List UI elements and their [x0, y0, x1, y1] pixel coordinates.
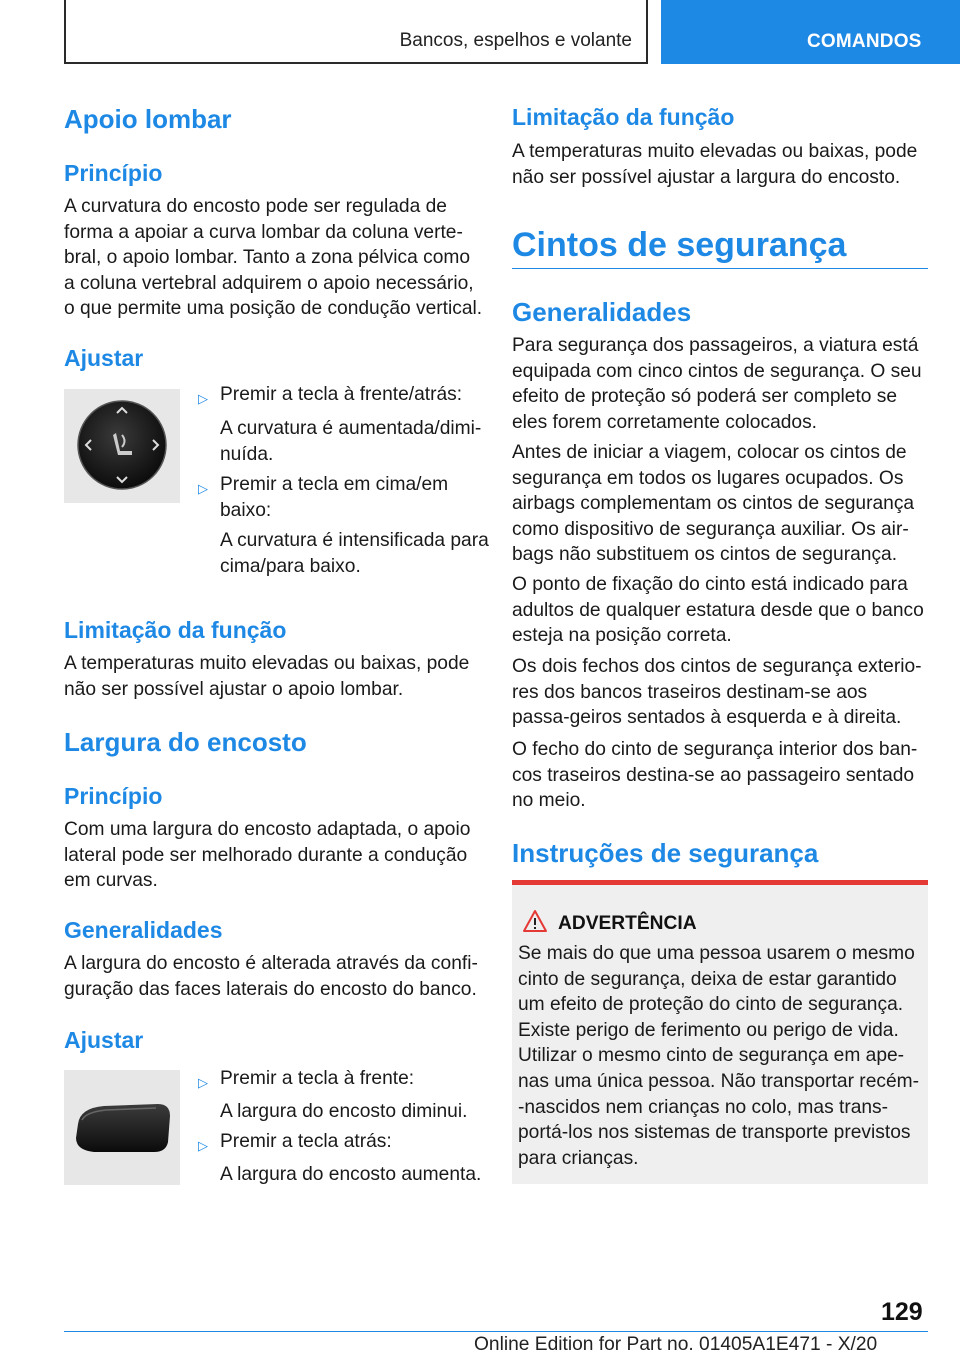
general-heading: Generalidades — [64, 917, 223, 943]
header-chapter-tab[interactable]: COMANDOS — [661, 0, 960, 64]
adjust-heading: Ajustar — [64, 345, 144, 371]
list-item-action: Premir a tecla à frente/atrás: — [220, 384, 463, 405]
width-switch-image — [64, 1070, 180, 1185]
list-item-result-text: A largura do encosto aumenta. — [220, 1164, 482, 1185]
header-section-box — [64, 0, 648, 64]
width-switch-icon — [64, 1070, 180, 1185]
warning-title: ADVERTÊNCIA — [558, 913, 697, 934]
list-item-result-text: A curvatura é aumentada/dimi-nuída. — [220, 418, 482, 465]
footer-rule — [64, 1331, 928, 1332]
belts-paragraph: O ponto de fixação do cinto está indicado para adultos de qualquer estatura desde que o banco esteja na posição correta. — [512, 574, 924, 647]
limitation-heading: Limitação da função — [64, 617, 287, 643]
belts-title: Cintos de segurança — [512, 226, 847, 264]
bullet-triangle-icon: ▷ — [198, 1138, 208, 1153]
bullet-triangle-icon: ▷ — [198, 391, 208, 406]
warning-triangle-icon — [522, 909, 548, 933]
limitation-text-right: A temperaturas muito elevadas ou baixas, pode não ser possível ajustar a largura do encosto. — [512, 141, 918, 188]
principle-text: A curvatura do encosto pode ser regulada de forma a apoiar a curva lombar da coluna verte-bral, o apoio lombar. Tanto a zona pélvica como a coluna vertebral adquirem o apoio necessário, o que permite uma posição de condução vertical. — [64, 196, 483, 320]
belts-paragraph: Para segurança dos passageiros, a viatura está equipada com cinco cintos de segurança. O seu efeito de proteção só poderá ser completo se eles forem corretamente colocados. — [512, 335, 922, 433]
lumbar-switch-icon — [64, 389, 180, 503]
belts-paragraph: Antes de iniciar a viagem, colocar os cintos de segurança em todos os lugares ocupados. Os airbags complementam os cintos de segurança como dispositivo de segurança auxiliar. Os air-bags não substituem os cintos de segurança. — [512, 442, 915, 566]
belts-paragraph: O fecho do cinto de segurança interior dos ban-cos traseiros destina-se ao passageiro sentado no meio. — [512, 739, 918, 812]
limitation-text: A temperaturas muito elevadas ou baixas, pode não ser possível ajustar o apoio lombar. — [64, 653, 470, 700]
width-title: Largura do encosto — [64, 727, 307, 757]
footer-edition: Online Edition for Part no. 01405A1E471 - X/20 — [474, 1334, 878, 1355]
header-section-title: Bancos, espelhos e volante — [399, 30, 632, 51]
list-item-result-text: A curvatura é intensificada para cima/para baixo. — [220, 530, 489, 577]
general-text: A largura do encosto é alterada através da confi-guração das faces laterais do encosto do banco. — [64, 953, 478, 1000]
bullet-triangle-icon: ▷ — [198, 1075, 208, 1090]
warning-text: Se mais do que uma pessoa usarem o mesmo cinto de segurança, deixa de estar garantido um efeito de proteção do cinto de segurança. Existe perigo de ferimento ou perigo de vida. Utilizar o mesmo cinto de segurança em ape-nas uma única pessoa. Não transportar recém--nascidos nem crianças no colo, mas trans-portá-los nos sistemas de transporte previstos para crianças. — [518, 943, 919, 1169]
list-item-action: Premir a tecla à frente: — [220, 1068, 415, 1089]
width-adjust-heading: Ajustar — [64, 1027, 144, 1053]
list-item-action: Premir a tecla atrás: — [220, 1131, 392, 1152]
width-principle-heading: Princípio — [64, 783, 163, 809]
bullet-triangle-icon: ▷ — [198, 481, 208, 496]
belts-general-heading: Generalidades — [512, 297, 692, 327]
width-principle-text: Com uma largura do encosto adaptada, o apoio lateral pode ser melhorado durante a condução em curvas. — [64, 819, 471, 892]
page-number: 129 — [881, 1298, 923, 1326]
lumbar-title: Apoio lombar — [64, 104, 232, 134]
warning-box — [512, 880, 928, 1184]
list-item-result-text: A largura do encosto diminui. — [220, 1101, 468, 1122]
safety-heading: Instruções de segurança — [512, 838, 819, 868]
lumbar-switch-image — [64, 389, 180, 503]
belts-paragraph: Os dois fechos dos cintos de segurança exterio-res dos bancos traseiros destinam-se aos passa-geiros sentados à esquerda e à direita. — [512, 656, 922, 729]
title-underline — [512, 268, 928, 269]
limitation-heading-right: Limitação da função — [512, 104, 735, 130]
principle-heading: Princípio — [64, 160, 163, 186]
list-item-action: Premir a tecla em cima/em baixo: — [220, 474, 449, 521]
